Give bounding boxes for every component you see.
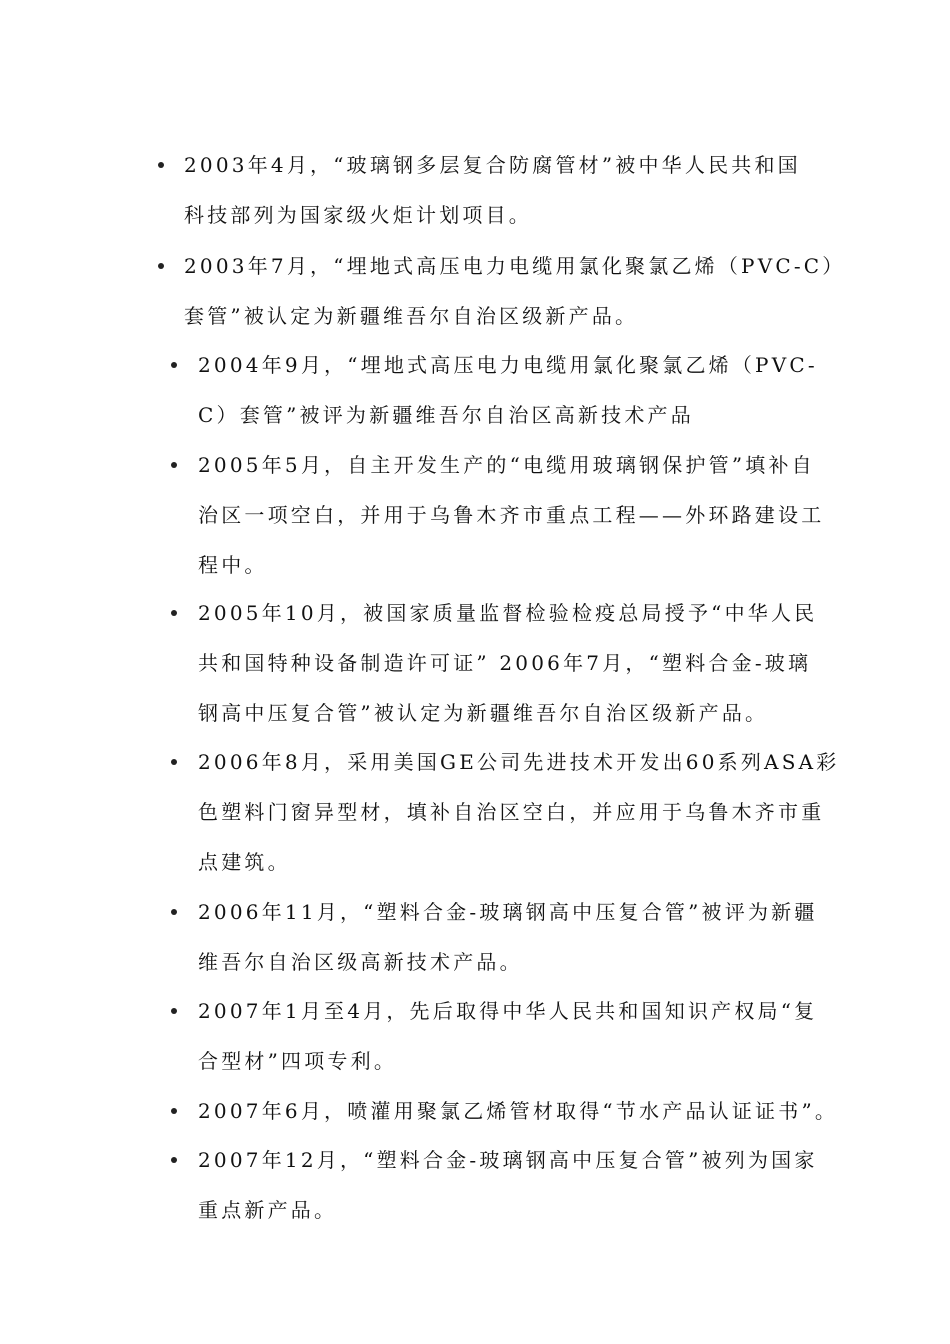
list-item-line: 点建筑。 [198, 850, 291, 874]
list-item-line: 2007年12月，“塑料合金-玻璃钢高中压复合管”被列为国家 [198, 1148, 818, 1172]
list-item-line: 2005年10月，被国家质量监督检验检疫总局授予“中华人民 [198, 601, 818, 625]
list-bullet [171, 1157, 177, 1163]
list-bullet [171, 462, 177, 468]
list-item-line: C）套管”被评为新疆维吾尔自治区高新技术产品 [198, 403, 694, 427]
list-item [184, 140, 824, 240]
list-bullet [171, 909, 177, 915]
list-item [198, 1135, 818, 1235]
list-item [198, 440, 825, 590]
list-item-line: 重点新产品。 [198, 1198, 338, 1222]
list-item [184, 241, 846, 341]
list-item-line: 合型材”四项专利。 [198, 1049, 398, 1073]
list-bullet [158, 162, 164, 168]
list-item-line: 2005年5月，自主开发生产的“电缆用玻璃钢保护管”填补自 [198, 453, 815, 477]
list-item-line: 共和国特种设备制造许可证” 2006年7月，“塑料合金-玻璃 [198, 651, 812, 675]
list-item-line: 色塑料门窗异型材，填补自治区空白，并应用于乌鲁木齐市重 [198, 800, 825, 824]
list-item-line: 2006年8月，采用美国GE公司先进技术开发出60系列ASA彩 [198, 750, 840, 774]
list-item-line: 套管”被认定为新疆维吾尔自治区级新产品。 [184, 304, 639, 328]
list-item-line: 2006年11月，“塑料合金-玻璃钢高中压复合管”被评为新疆 [198, 900, 818, 924]
list-item-line: 科技部列为国家级火炬计划项目。 [184, 203, 532, 227]
list-item [198, 1086, 838, 1136]
list-item-line: 程中。 [198, 553, 268, 577]
list-item [198, 887, 818, 987]
list-item [198, 986, 818, 1086]
list-bullet [171, 759, 177, 765]
list-item-line: 2007年1月至4月，先后取得中华人民共和国知识产权局“复 [198, 999, 818, 1023]
list-bullet [171, 610, 177, 616]
list-bullet [171, 1008, 177, 1014]
list-item-line: 2004年9月，“埋地式高压电力电缆用氯化聚氯乙烯（PVC- [198, 353, 818, 377]
list-item [198, 737, 840, 887]
list-item [198, 588, 818, 738]
list-item-line: 治区一项空白，并用于乌鲁木齐市重点工程——外环路建设工 [198, 503, 825, 527]
list-bullet [158, 263, 164, 269]
list-bullet [171, 362, 177, 368]
list-item-line: 2003年4月，“玻璃钢多层复合防腐管材”被中华人民共和国 [184, 153, 801, 177]
list-bullet [171, 1108, 177, 1114]
list-item-line: 维吾尔自治区级高新技术产品。 [198, 950, 523, 974]
list-item-line: 2003年7月，“埋地式高压电力电缆用氯化聚氯乙烯（PVC-C） [184, 254, 846, 278]
list-item [198, 340, 818, 440]
list-item-line: 2007年6月，喷灌用聚氯乙烯管材取得“节水产品认证证书”。 [198, 1099, 839, 1123]
list-item-line: 钢高中压复合管”被认定为新疆维吾尔自治区级新产品。 [198, 701, 769, 725]
